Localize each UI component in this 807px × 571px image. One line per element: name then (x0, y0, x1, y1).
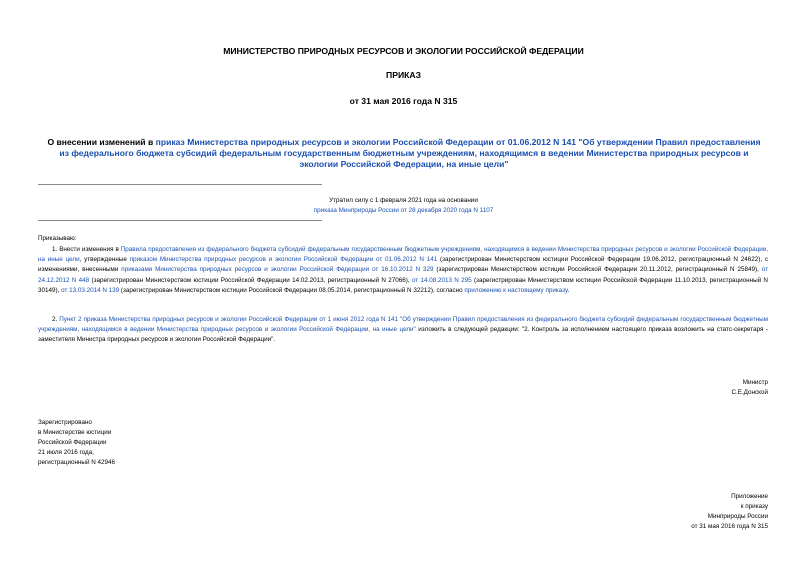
registration-block (38, 418, 238, 468)
p1-text-7: (зарегистрирован Министерством юстиции Российской Федерации 08.05.2014, регистрационный N 32212), согласно (119, 286, 465, 294)
paragraph-2 (38, 315, 768, 346)
top-divider (38, 184, 322, 185)
registration-line: 21 июля 2016 года, (38, 449, 94, 456)
p1-text-4: (зарегистрирован Министерством юстиции Российской Федерации 20.11.2012, регистрационный N 25849), (433, 266, 762, 274)
p1-text-5: (зарегистрирован Министерством юстиции Российской Федерации 14.02.2013, регистрационный N 27066), (89, 276, 412, 284)
bottom-divider (38, 220, 322, 221)
appendix-line: к приказу (740, 503, 768, 510)
p1-order-141-link[interactable]: приказом Министерства природных ресурсов и экологии Российской Федерации от 01.06.2012 N 141 (129, 256, 438, 264)
p2-clause-link[interactable]: Пункт 2 приказа Министерства природных ресурсов и экологии Российской Федерации от 1 июня 2012 года N 141 "Об утверждении Правил предоставления из федерального бюджета субсидий федеральным государственным бюджетным учреждениям, находящимся в ведении Министерства природных ресурсов и экологии Российской Федерации, на иные цели" (38, 316, 768, 334)
ministry-heading: МИНИСТЕРСТВО ПРИРОДНЫХ РЕСУРСОВ И ЭКОЛОГИИ РОССИЙСКОЙ ФЕДЕРАЦИИ (223, 46, 584, 56)
p1-text-6: (зарегистрирован Министерством юстиции Российской Федерации 11.10.2013, регистрационный N 30149), (38, 276, 768, 294)
registration-line: в Министерстве юстиции (38, 429, 112, 436)
p1-order-448-link[interactable]: от 24.12.2012 N 448 (38, 266, 768, 284)
appendix-block (560, 492, 768, 532)
p2-text-1: 2. (52, 316, 60, 323)
appendix-line: Минприроды России (707, 513, 768, 520)
signature-name: С.Е.Донской (731, 389, 768, 396)
registration-line: регистрационный N 42946 (38, 459, 116, 466)
p1-order-139-link[interactable]: от 13.03.2014 N 139 (61, 286, 120, 294)
appendix-line: от 31 мая 2016 года N 315 (691, 523, 768, 530)
p1-text-3: (зарегистрирован Министерством юстиции Российской Федерации 19.06.2012, регистрационный N 24622), с изменениями, внесенными (38, 256, 768, 274)
p1-text-2: , утвержденные (79, 256, 130, 264)
p1-rules-link[interactable]: Правила предоставления из федерального бюджета субсидий федеральным государственным бюджетным учреждениям, находящимся в ведении Министерства природных ресурсов и экологии Российской Федерации, на иные цели (38, 246, 768, 264)
status-note (200, 196, 607, 216)
p1-text-1: 1. Внести изменения в (52, 246, 121, 253)
doc-type-heading: ПРИКАЗ (386, 70, 421, 80)
signature-block (560, 378, 768, 398)
date-number-heading: от 31 мая 2016 года N 315 (349, 96, 458, 106)
order-word: Приказываю: (38, 235, 77, 242)
p1-appendix-link[interactable]: приложению к настоящему приказу (464, 286, 568, 294)
signature-position: Министр (742, 379, 768, 386)
title-order-link[interactable]: приказ Министерства природных ресурсов и экологии Российской Федерации от 01.06.2012 N 141 "Об утверждении Правил предоставления из федерального бюджета субсидий федеральным государственным бюджетным учреждениям, находящимся в ведении Министерства природных ресурсов и экологии Российской Федерации, на иные цели" (59, 137, 761, 169)
p1-order-295-link[interactable]: от 14.08.2013 N 295 (411, 276, 472, 284)
title-prefix: О внесении изменений в (47, 137, 156, 147)
document-title (45, 137, 763, 170)
repeal-order-link[interactable]: приказа Минприроды России от 28 декабря 2020 года N 1107 (313, 207, 494, 214)
p1-text-8: . (567, 286, 570, 294)
paragraph-1 (38, 245, 768, 296)
status-line: Утратил силу с 1 февраля 2021 года на основании (329, 197, 478, 204)
appendix-line: Приложение (731, 493, 768, 500)
p2-text-2: изложить в следующей редакции: "2. Контроль за исполнением настоящего приказа возложить на статс-секретаря - заместителя Министра природных ресурсов и экологии Российской Федерации". (38, 326, 768, 344)
p1-order-329-link[interactable]: приказами Министерства природных ресурсов и экологии Российской Федерации от 16.10.2012 N 329 (121, 266, 434, 274)
registration-line: Зарегистрировано (38, 419, 92, 426)
registration-line: Российской Федерации (38, 439, 107, 446)
